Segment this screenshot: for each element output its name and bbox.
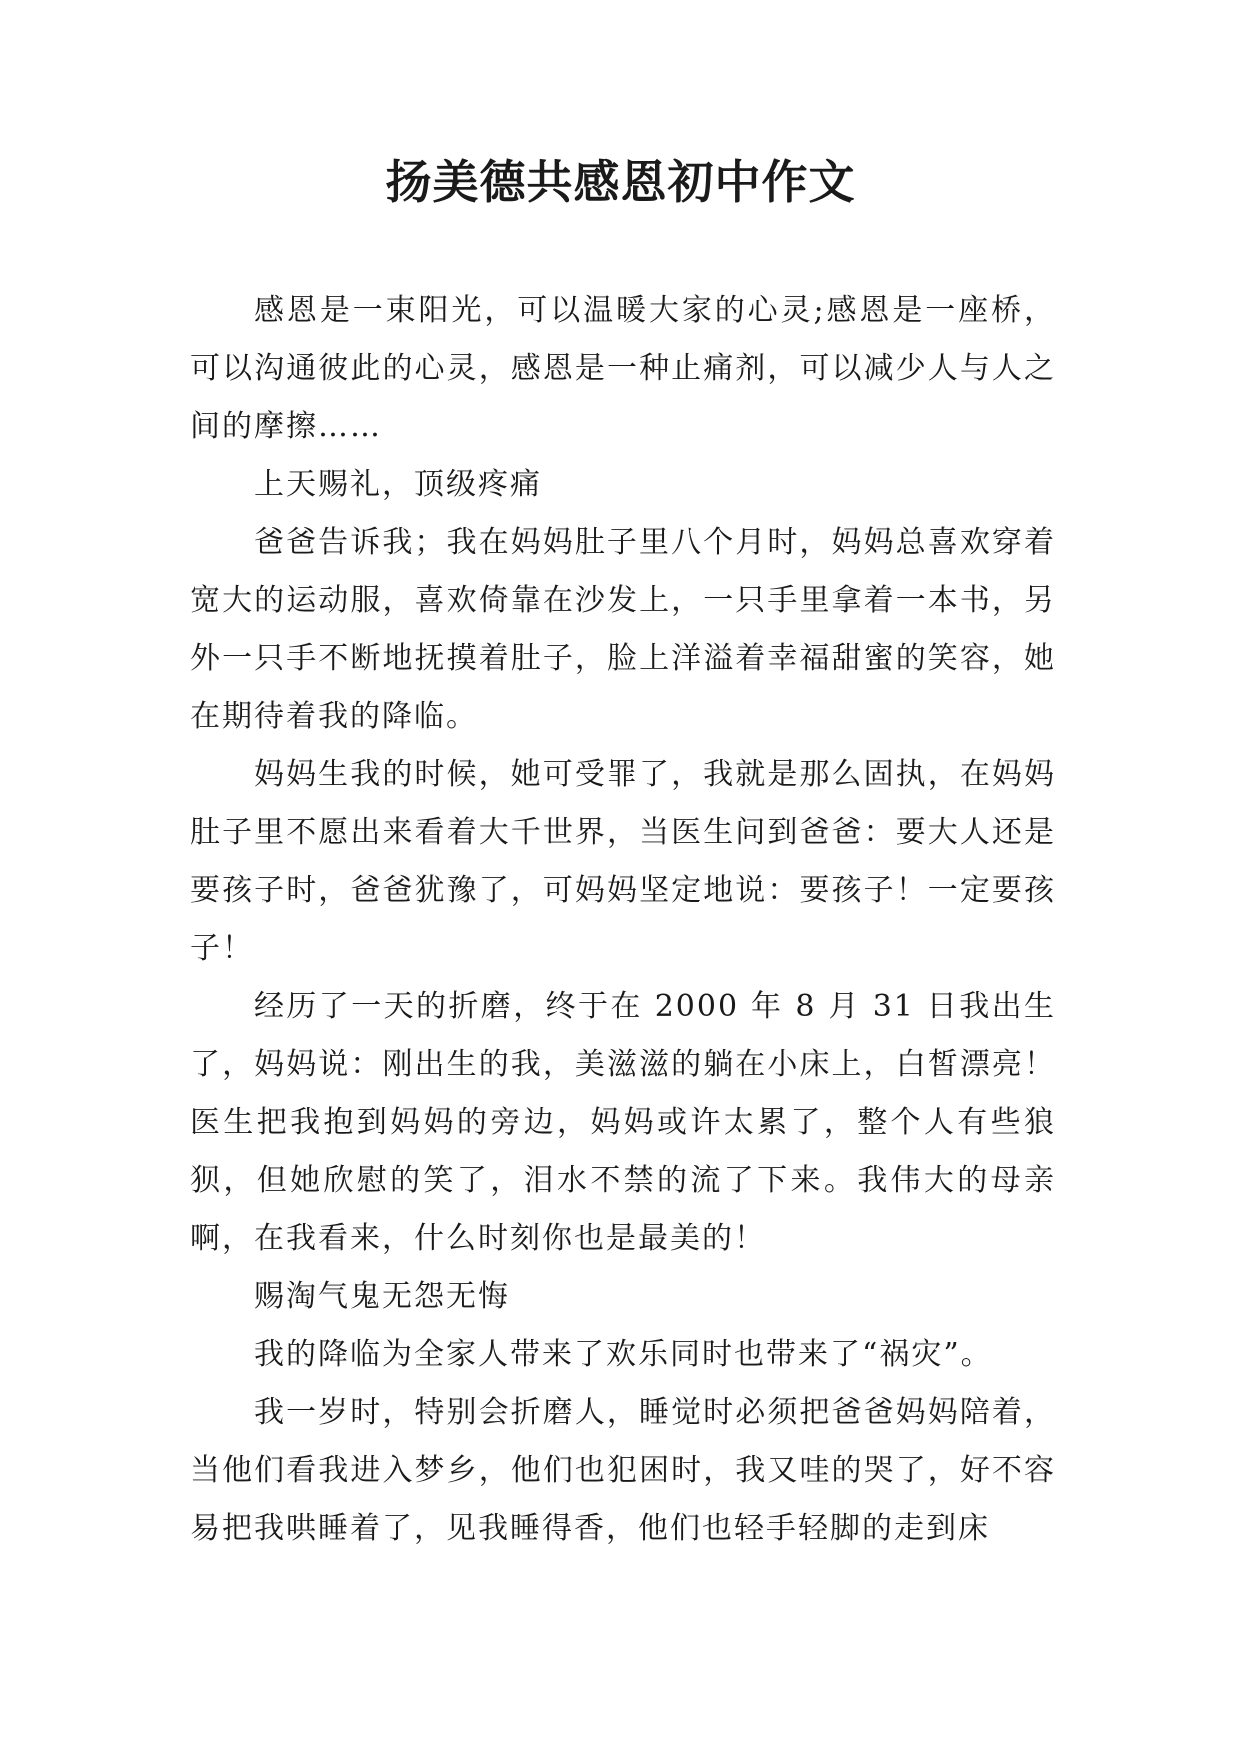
paragraph-disaster: 我的降临为全家人带来了欢乐同时也带来了“祸灾”。 — [254, 1337, 993, 1372]
paragraph-birth-choice: 妈妈生我的时候，她可受罪了，我就是那么固执，在妈妈肚子里不愿出来看着大千世界，当医生问到爸爸：要大人还是要孩子时，爸爸犹豫了，可妈妈坚定地说：要孩子！一定要孩子！ — [190, 757, 1056, 966]
paragraph-birth-day: 经历了一天的折磨，终于在 2000 年 8 月 31 日我出生了，妈妈说：刚出生的我，美滋滋的躺在小床上，白皙漂亮！医生把我抱到妈妈的旁边，妈妈或许太累了，整个人有些狼狈，但她欣慰的笑了，泪水不禁的流了下来。我伟大的母亲啊，在我看来，什么时刻你也是最美的！ — [190, 989, 1056, 1256]
section-heading-gift: 上天赐礼，顶级疼痛 — [254, 467, 542, 502]
paragraph-one-year-old: 我一岁时，特别会折磨人，睡觉时必须把爸爸妈妈陪着，当他们看我进入梦乡，他们也犯困时，我又哇的哭了，好不容易把我哄睡着了，见我睡得香，他们也轻手轻脚的走到床 — [190, 1395, 1056, 1546]
document-body — [190, 282, 1056, 1558]
section-heading-naughty: 赐淘气鬼无怨无悔 — [254, 1279, 510, 1314]
paragraph-before-birth: 爸爸告诉我；我在妈妈肚子里八个月时，妈妈总喜欢穿着宽大的运动服，喜欢倚靠在沙发上，一只手里拿着一本书，另外一只手不断地抚摸着肚子，脸上洋溢着幸福甜蜜的笑容，她在期待着我的降临。 — [190, 525, 1056, 734]
paragraph-intro: 感恩是一束阳光，可以温暖大家的心灵;感恩是一座桥，可以沟通彼此的心灵，感恩是一种止痛剂，可以减少人与人之间的摩擦…… — [190, 293, 1056, 444]
document-title: 扬美德共感恩初中作文 — [385, 155, 856, 209]
